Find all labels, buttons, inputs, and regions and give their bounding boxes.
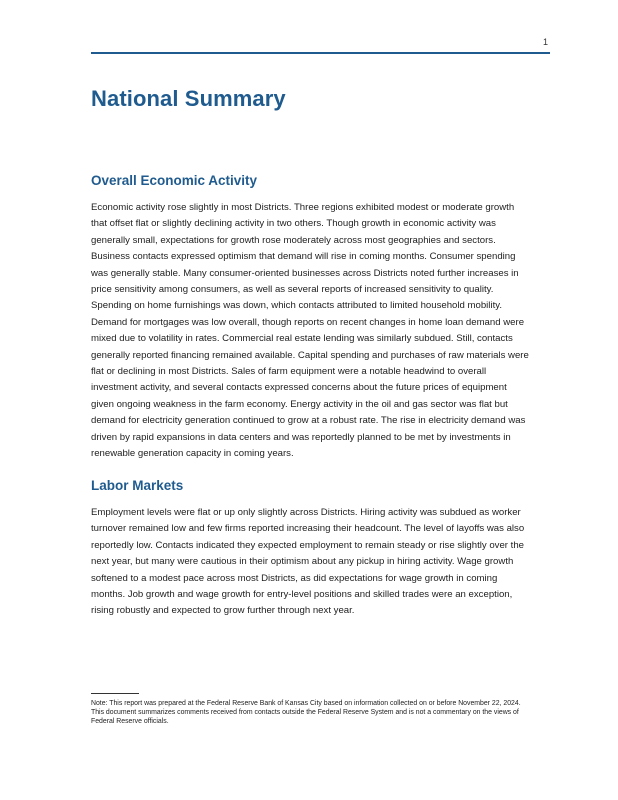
section-body: Economic activity rose slightly in most Districts. Three regions exhibited modest or moderate growth that offset flat or slightly declining activity in two others. Though growth in economic activity was generally small, expectations for growth rose moderately across most geographies and sectors. Business contacts expressed optimism that demand will rise in coming months. Consumer spending was generally stable. Many consumer-oriented businesses across Districts noted further increases in price sensitivity among consumers, as well as several reports of increased sensitivity to quality. Spending on home furnishings was down, which contacts attributed to limited household mobility. Demand for mortgages was low overall, though reports on recent changes in home loan demand were mixed due to volatility in rates. Commercial real estate lending was similarly subdued. Still, contacts generally reported financing remained available. Capital spending and purchases of raw materials were flat or declining in most Districts. Sales of farm equipment were a notable headwind to overall investment activity, and several contacts expressed concerns about the future prices of equipment given ongoing weakness in the farm economy. Energy activity in the oil and gas sector was flat but demand for electricity generation continued to grow at a robust rate. The rise in electricity demand was driven by rapid expansions in data centers and was reportedly planned to be met by investments in renewable generation capacity in coming years. xyxy=(91,202,529,460)
header-rule xyxy=(91,52,550,54)
page-number: 1 xyxy=(542,37,548,47)
section-body: Employment levels were flat or up only slightly across Districts. Hiring activity was subdued as worker turnover remained low and few firms reported increasing their headcount. The level of layoffs was also reportedly low. Contacts indicated they expected employment to remain steady or rise slightly over the next year, but many were cautious in their optimism about any pickup in hiring activity. Wage growth softened to a modest pace across most Districts, as did expectations for wage growth in coming months. Job growth and wage growth for entry-level positions and skilled trades were an exception, rising robustly and expected to grow further through next year. xyxy=(91,507,525,617)
section-labor-markets xyxy=(91,478,531,620)
footnote-rule xyxy=(91,693,139,694)
footnote: Note: This report was prepared at the Federal Reserve Bank of Kansas City based on information collected on or before November 22, 2024. This document summarizes comments received from contacts outside the Federal Reserve System and is not a commentary on the views of Federal Reserve officials. xyxy=(91,700,521,725)
section-heading: Overall Economic Activity xyxy=(91,173,258,188)
section-heading: Labor Markets xyxy=(91,478,184,493)
section-overall-economic-activity xyxy=(91,173,531,463)
page-title: National Summary xyxy=(91,86,286,111)
